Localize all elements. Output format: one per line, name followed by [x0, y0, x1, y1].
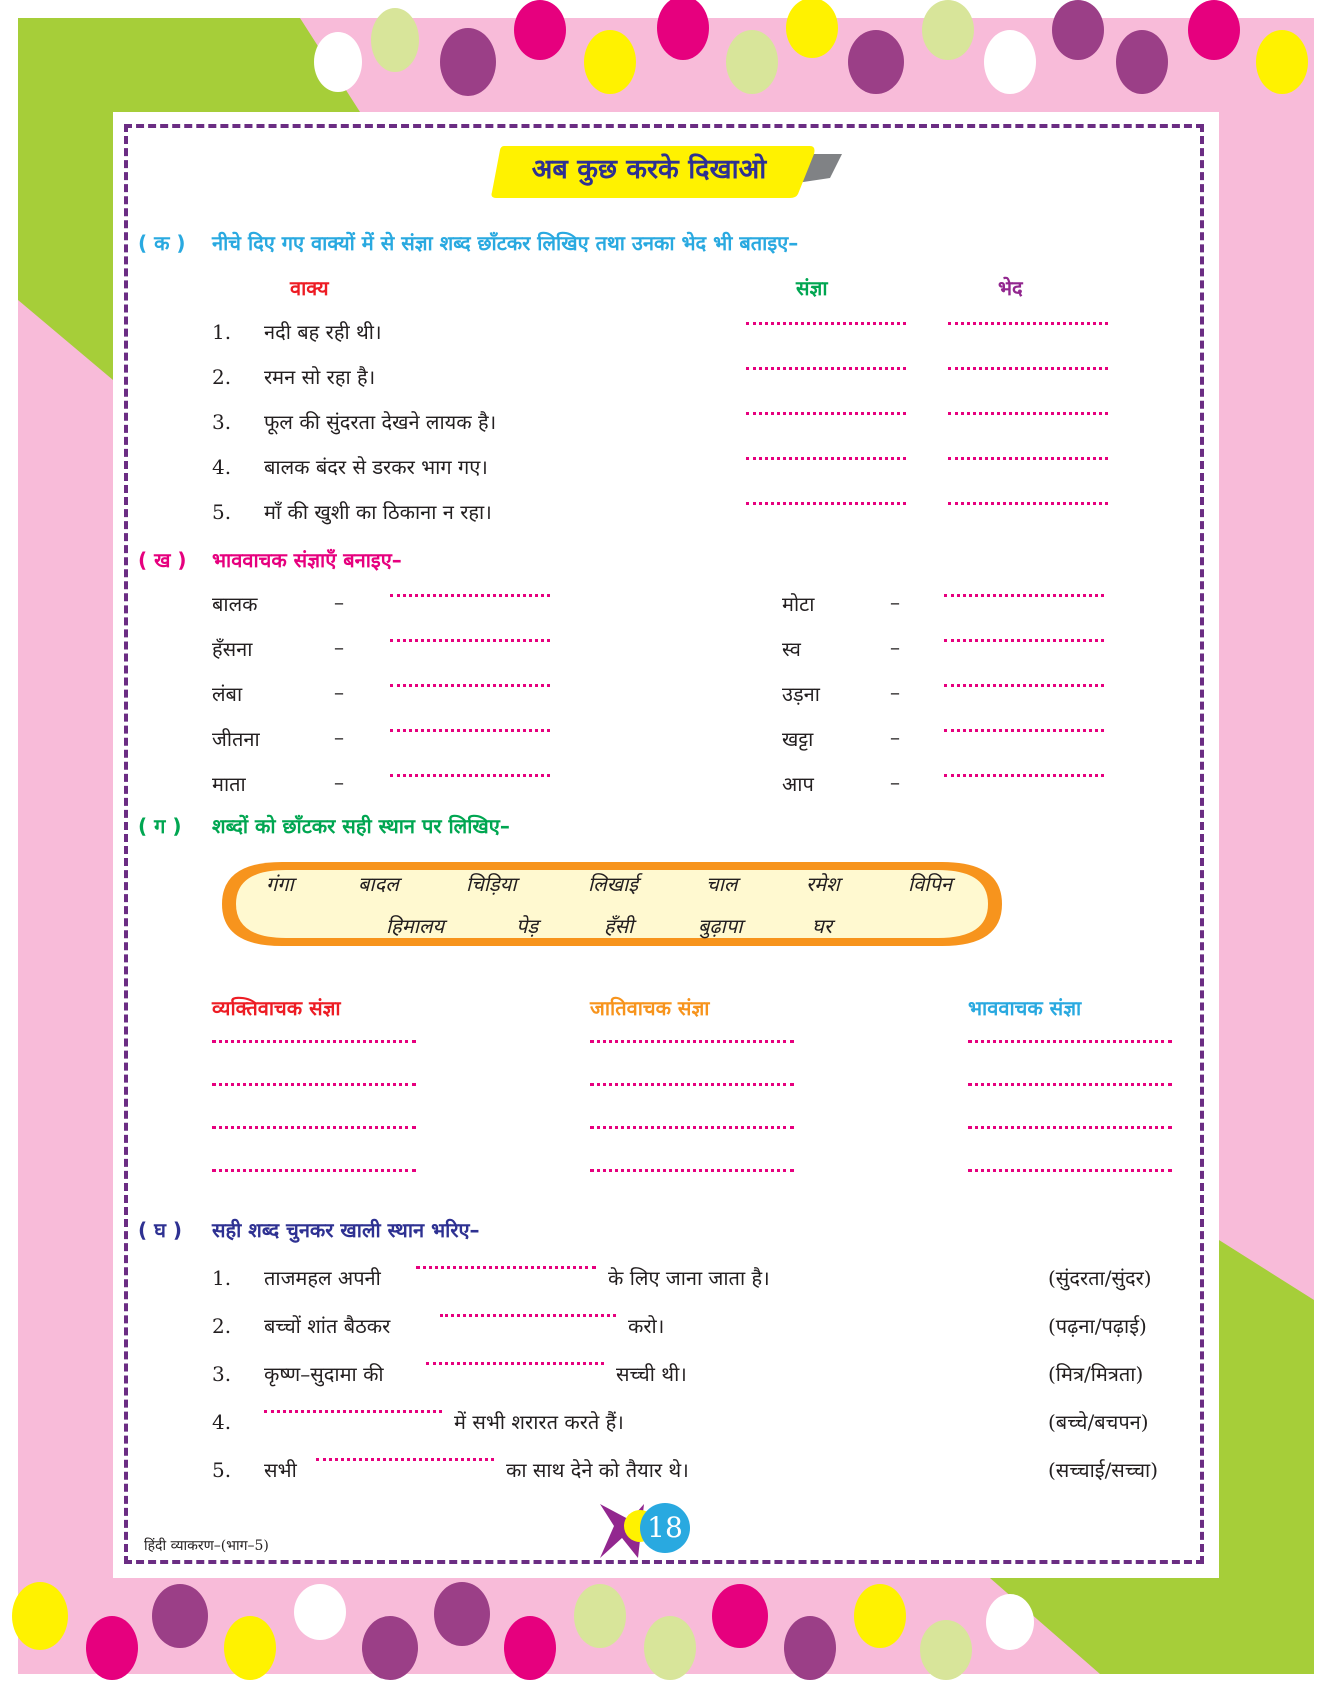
fill-text-after: सच्ची थी। — [616, 1362, 687, 1386]
dash: – — [334, 635, 344, 659]
fill-number: 1. — [212, 1266, 232, 1290]
dash: – — [334, 680, 344, 704]
answer-blank[interactable] — [390, 729, 550, 732]
bank-word: गंगा — [266, 872, 294, 896]
answer-blank[interactable] — [944, 774, 1104, 777]
column-type-heading: भेद — [998, 276, 1023, 300]
proper-noun-blank[interactable] — [212, 1083, 416, 1086]
fill-text-before: बच्चों शांत बैठकर — [264, 1314, 391, 1338]
fill-blank[interactable] — [264, 1410, 442, 1413]
word-left: जीतना — [212, 727, 260, 751]
sentence-number: 4. — [212, 455, 232, 479]
fill-text-before: कृष्ण–सुदामा की — [264, 1362, 384, 1386]
bank-word: चाल — [706, 872, 738, 896]
section-kha-instruction: भाववाचक संज्ञाएँ बनाइए– — [212, 548, 402, 572]
fill-text-after: के लिए जाना जाता है। — [608, 1266, 770, 1290]
bank-word: विपिन — [908, 872, 952, 896]
fill-text-before: सभी — [264, 1458, 297, 1482]
word-right: स्व — [782, 637, 801, 661]
fill-options: (पढ़ना/पढ़ाई) — [1048, 1314, 1147, 1338]
bank-word: बुढ़ापा — [698, 914, 743, 938]
common-noun-blank[interactable] — [590, 1126, 794, 1129]
word-left: लंबा — [212, 682, 243, 706]
noun-blank[interactable] — [746, 412, 906, 415]
common-noun-blank[interactable] — [590, 1083, 794, 1086]
dash: – — [890, 680, 900, 704]
sentence-number: 5. — [212, 500, 232, 524]
answer-blank[interactable] — [944, 639, 1104, 642]
section-ga-instruction: शब्दों को छाँटकर सही स्थान पर लिखिए– — [212, 814, 510, 838]
dash: – — [334, 590, 344, 614]
bank-word: रमेश — [806, 872, 840, 896]
type-blank[interactable] — [948, 367, 1108, 370]
noun-blank[interactable] — [746, 457, 906, 460]
fill-number: 2. — [212, 1314, 232, 1338]
fill-text-before: ताजमहल अपनी — [264, 1266, 381, 1290]
fill-text-after: का साथ देने को तैयार थे। — [506, 1458, 689, 1482]
abstract-noun-blank[interactable] — [968, 1040, 1172, 1043]
bank-word: पेड़ — [516, 914, 539, 938]
common-noun-blank[interactable] — [590, 1040, 794, 1043]
dash: – — [890, 590, 900, 614]
column-proper-noun-heading: व्यक्तिवाचक संज्ञा — [212, 996, 341, 1020]
answer-blank[interactable] — [390, 774, 550, 777]
answer-blank[interactable] — [944, 594, 1104, 597]
word-bank — [222, 856, 1002, 952]
word-left: हँसना — [212, 637, 253, 661]
bank-word: हँसी — [604, 914, 634, 938]
word-right: मोटा — [782, 592, 815, 616]
dash: – — [890, 725, 900, 749]
type-blank[interactable] — [948, 322, 1108, 325]
section-ka-label: ( क ) — [138, 231, 186, 255]
fill-options: (सुंदरता/सुंदर) — [1048, 1266, 1152, 1290]
noun-blank[interactable] — [746, 322, 906, 325]
word-right: खट्टा — [782, 727, 814, 751]
sentence-number: 2. — [212, 365, 232, 389]
fill-number: 5. — [212, 1458, 232, 1482]
type-blank[interactable] — [948, 412, 1108, 415]
column-common-noun-heading: जातिवाचक संज्ञा — [590, 996, 710, 1020]
page-number: 18 — [640, 1503, 690, 1553]
answer-blank[interactable] — [390, 594, 550, 597]
abstract-noun-blank[interactable] — [968, 1083, 1172, 1086]
fill-options: (सच्चाई/सच्चा) — [1048, 1458, 1159, 1482]
fill-blank[interactable] — [440, 1314, 616, 1317]
bank-word: हिमालय — [386, 914, 445, 938]
fill-text-after: करो। — [628, 1314, 665, 1338]
dash: – — [890, 770, 900, 794]
fill-blank[interactable] — [426, 1362, 604, 1365]
fill-text-after: में सभी शरारत करते हैं। — [454, 1410, 624, 1434]
title-banner — [490, 144, 842, 200]
answer-blank[interactable] — [390, 684, 550, 687]
fill-blank[interactable] — [316, 1458, 494, 1461]
noun-blank[interactable] — [746, 367, 906, 370]
fill-blank[interactable] — [416, 1266, 596, 1269]
bank-word: घर — [812, 914, 832, 938]
proper-noun-blank[interactable] — [212, 1169, 416, 1172]
section-ka-instruction: नीचे दिए गए वाक्यों में से संज्ञा शब्द छाँटकर लिखिए तथा उनका भेद भी बताइए– — [212, 231, 799, 255]
type-blank[interactable] — [948, 457, 1108, 460]
word-right: उड़ना — [782, 682, 820, 706]
section-gha-instruction: सही शब्द चुनकर खाली स्थान भरिए– — [212, 1218, 480, 1242]
section-kha-label: ( ख ) — [138, 548, 187, 572]
word-right: आप — [782, 772, 814, 796]
word-left: माता — [212, 772, 246, 796]
dash: – — [334, 770, 344, 794]
bank-word: लिखाई — [588, 872, 639, 896]
column-noun-heading: संज्ञा — [796, 276, 828, 300]
common-noun-blank[interactable] — [590, 1169, 794, 1172]
answer-blank[interactable] — [944, 729, 1104, 732]
abstract-noun-blank[interactable] — [968, 1169, 1172, 1172]
fill-number: 3. — [212, 1362, 232, 1386]
dash: – — [890, 635, 900, 659]
column-sentence-heading: वाक्य — [290, 276, 329, 300]
sentence-number: 1. — [212, 320, 232, 344]
fill-options: (बच्चे/बचपन) — [1048, 1410, 1149, 1434]
sentence-text: रमन सो रहा है। — [264, 365, 376, 389]
answer-blank[interactable] — [390, 639, 550, 642]
bank-word: बादल — [358, 872, 399, 896]
page-title: अब कुछ करके दिखाओ — [531, 154, 767, 185]
bank-word: चिड़िया — [466, 872, 517, 896]
fill-options: (मित्र/मित्रता) — [1048, 1362, 1144, 1386]
sentence-text: माँ की खुशी का ठिकाना न रहा। — [264, 500, 492, 524]
dash: – — [334, 725, 344, 749]
sentence-number: 3. — [212, 410, 232, 434]
section-ga-label: ( ग ) — [138, 814, 182, 838]
word-left: बालक — [212, 592, 258, 616]
sentence-text: बालक बंदर से डरकर भाग गए। — [264, 455, 488, 479]
abstract-noun-blank[interactable] — [968, 1126, 1172, 1129]
answer-blank[interactable] — [944, 684, 1104, 687]
book-title: हिंदी व्याकरण–(भाग–5) — [144, 1538, 269, 1554]
column-abstract-noun-heading: भाववाचक संज्ञा — [968, 996, 1082, 1020]
fill-number: 4. — [212, 1410, 232, 1434]
type-blank[interactable] — [948, 502, 1108, 505]
section-gha-label: ( घ ) — [138, 1218, 183, 1242]
sentence-text: फूल की सुंदरता देखने लायक है। — [264, 410, 497, 434]
proper-noun-blank[interactable] — [212, 1040, 416, 1043]
sentence-text: नदी बह रही थी। — [264, 320, 382, 344]
noun-blank[interactable] — [746, 502, 906, 505]
proper-noun-blank[interactable] — [212, 1126, 416, 1129]
